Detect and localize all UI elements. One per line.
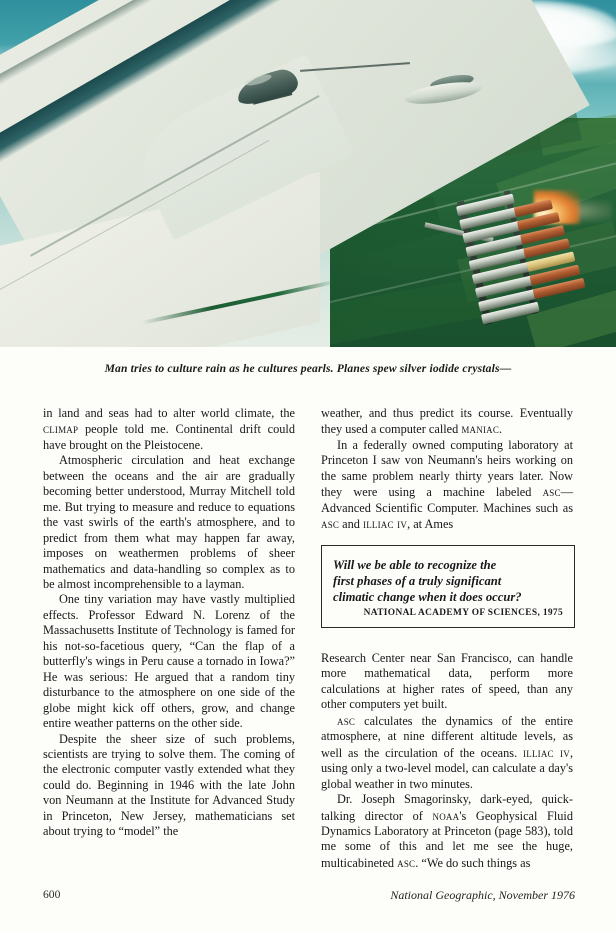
pull-quote-attribution: NATIONAL ACADEMY OF SCIENCES, 1975 xyxy=(363,607,563,618)
small-caps-acronym: illiac iv xyxy=(523,744,570,760)
small-caps-acronym: noaa xyxy=(432,807,460,823)
paragraph: weather, and thus predict its course. Eventually they used a computer called maniac. xyxy=(321,406,573,437)
pull-quote-text xyxy=(333,557,557,606)
pull-quote-line: Will we be able to recognize the xyxy=(333,558,497,572)
small-caps-acronym: climap xyxy=(43,421,79,437)
small-caps-acronym: asc xyxy=(397,854,416,870)
paragraph: Atmospheric circulation and heat exchange between the oceans and the air are gradually becoming better understood, Murray Mitchell told me. But trying to measure and reduce to equations the vast swirls of the earth's atmosphere, and to predict from them what may happen far away, imposes on weathermen problems of sheer mathematics and data-handling so complex as to be almost incomprehensible to a layman. xyxy=(43,453,295,591)
small-caps-acronym: asc xyxy=(337,712,356,728)
small-caps-acronym: illiac iv xyxy=(363,516,408,532)
small-caps-acronym: asc xyxy=(321,516,340,532)
paragraph: Despite the sheer size of such problems, scientists are trying to solve them. The coming of the electronic computer vastly extended what they could do. Beginning in 1946 with the late John von Neumann at the Institute for Advanced Study in Princeton, New Jersey, mathematicians set about trying to “model” the xyxy=(43,731,295,839)
body-column-left xyxy=(43,406,295,840)
paragraph: One tiny variation may have vastly multiplied effects. Professor Edward N. Lorenz of the Massachusetts Institute of Technology is famed for his not-so-facetious query, “Can the flap of a butterfly's wings in Peru cause a tornado in Iowa?” He was serious: He argued that a random tiny disturbance to the atmosphere on one side of the globe might kick off others, grow, and change entire weather patterns on the other side. xyxy=(43,592,295,731)
cloud-seeding-photograph xyxy=(0,0,616,347)
paragraph: Dr. Joseph Smagorinsky, dark-eyed, quick-talking director of noaa's Geophysical Fluid Dynamics Laboratory at Princeton (page 583), told me some of this and let me see the huge, multicabineted asc. “We do such things as xyxy=(321,792,573,870)
photo-caption: Man tries to culture rain as he cultures pearls. Planes spew silver iodide crystals— xyxy=(104,362,512,375)
paragraph: Research Center near San Francisco, can handle more mathematical data, perform more calculations at higher rates of speed, than any other computers yet built. xyxy=(321,651,573,712)
pull-quote-line: climatic change when it does occur? xyxy=(333,590,522,605)
body-column-right-upper xyxy=(321,406,573,533)
small-caps-acronym: asc xyxy=(542,484,561,500)
paragraph: In a federally owned computing laboratory at Princeton I saw von Neumann's heirs working on the same problem nearly thirty years later. Now they were using a machine labeled asc—Advanced Scientific Computer. Machines such as asc and illiac iv, at Ames xyxy=(321,437,573,532)
pull-quote-box xyxy=(321,545,575,628)
paragraph: asc calculates the dynamics of the entire atmosphere, at nine different altitude levels, as well as the circulation of the oceans. illiac iv, using only a two-level model, can calculate a day's global weather in two minutes. xyxy=(321,712,574,791)
body-column-right-lower xyxy=(321,651,573,871)
running-footer: National Geographic, November 1976 xyxy=(390,888,575,902)
page-number: 600 xyxy=(43,888,61,901)
small-caps-acronym: maniac xyxy=(461,421,500,437)
paragraph: in land and seas had to alter world climate, the climap people told me. Continental drift could have brought on the Pleistocene. xyxy=(43,406,295,452)
pull-quote-line: first phases of a truly significant xyxy=(333,574,502,589)
